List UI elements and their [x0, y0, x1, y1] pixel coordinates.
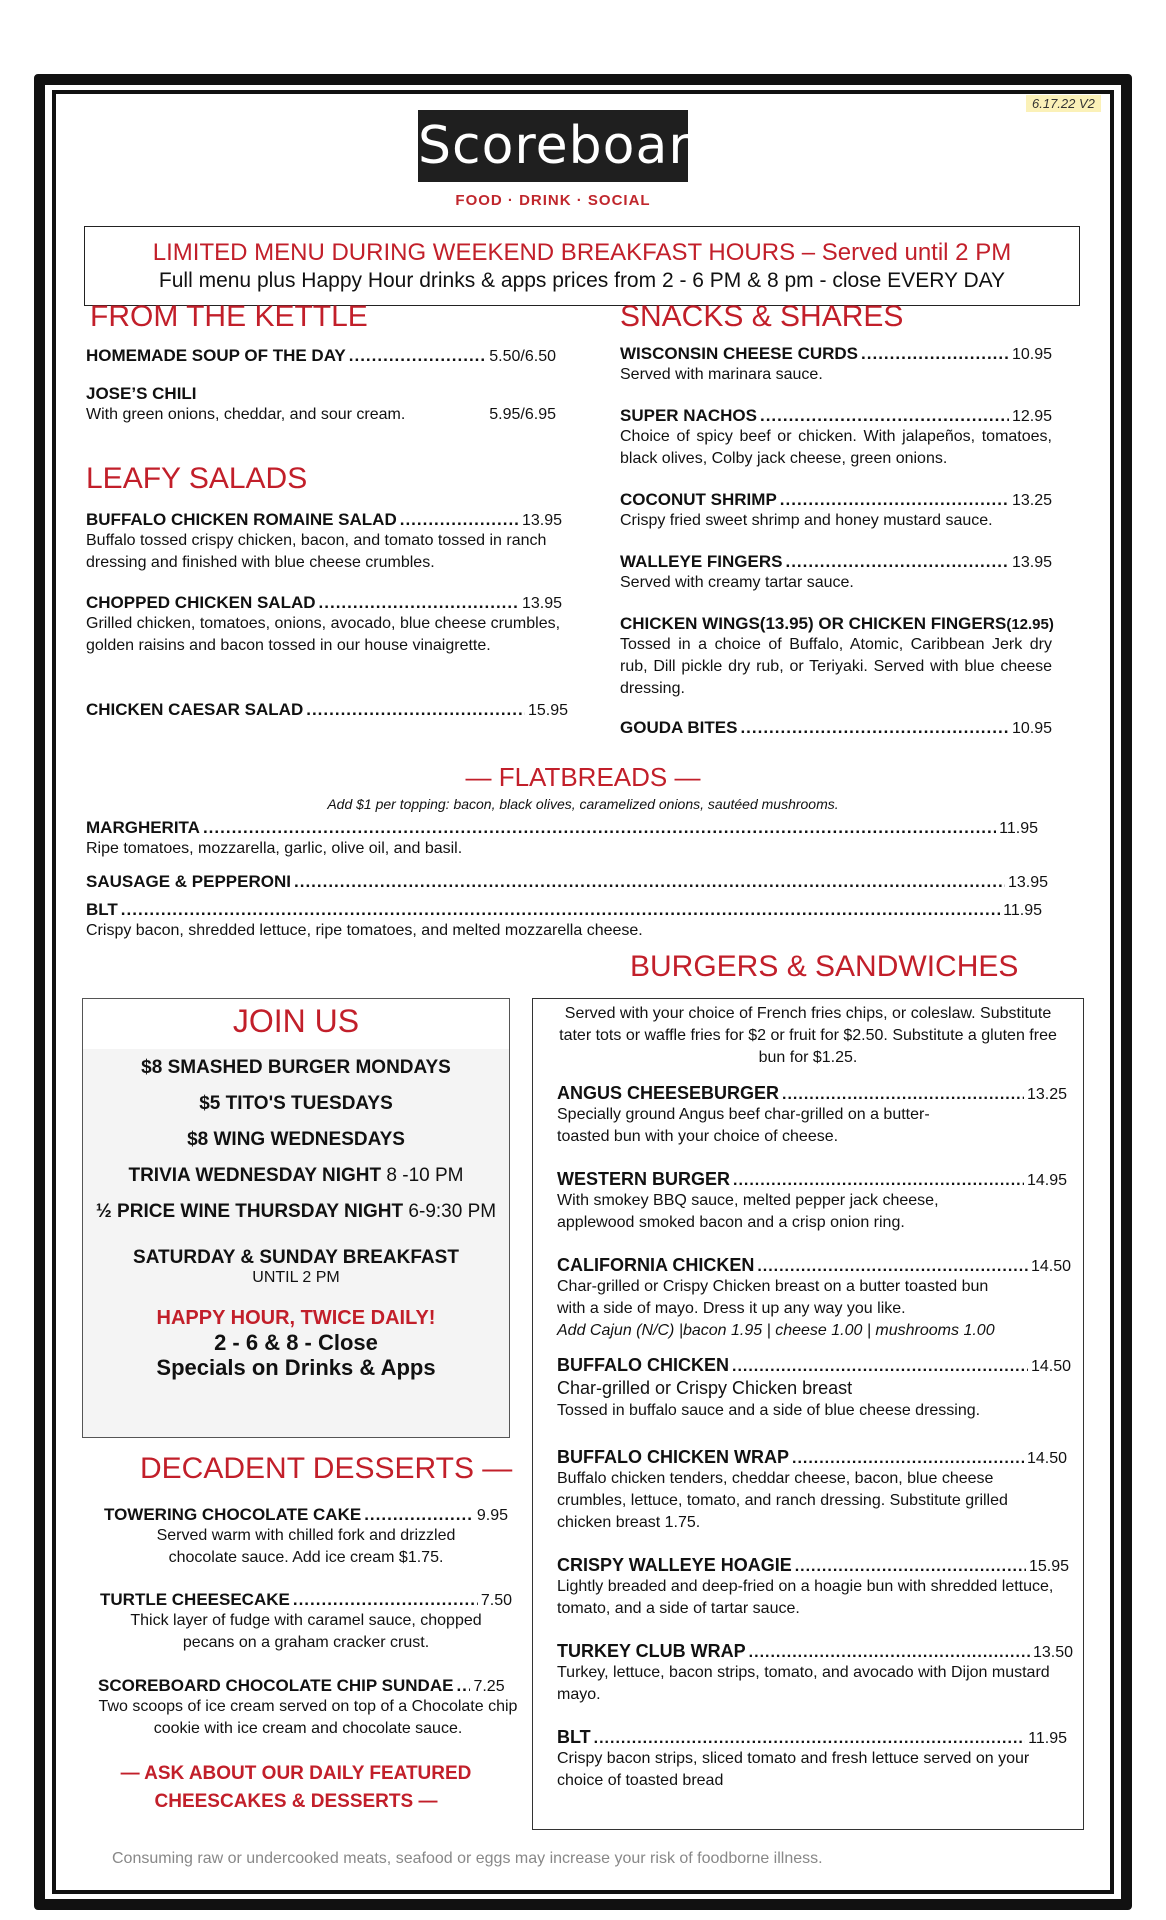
menu-item	[86, 346, 556, 366]
item-name: BLT	[557, 1727, 591, 1747]
menu-item	[557, 1555, 1069, 1620]
item-name: CRISPY WALLEYE HOAGIE	[557, 1555, 792, 1575]
dessert-ask	[82, 1760, 510, 1816]
version-label: 6.17.22 V2	[1026, 95, 1101, 112]
item-desc: Lightly breaded and deep-fried on a hoagie bun with shredded lettuce, tomato, and a side of tartar sauce.	[557, 1578, 1054, 1617]
item-extras: Add Cajun (N/C) |bacon 1.95 | cheese 1.00 | mushrooms 1.00	[557, 1322, 995, 1339]
item-price: 15.95	[527, 702, 568, 719]
item-price: 13.50	[1032, 1644, 1073, 1661]
item-name: CALIFORNIA CHICKEN	[557, 1255, 755, 1275]
item-desc: Served with creamy tartar sauce.	[620, 574, 854, 591]
menu-item	[104, 1505, 508, 1569]
item-name: BUFFALO CHICKEN WRAP	[557, 1447, 789, 1467]
item-desc: Specially ground Angus beef char-grilled on a butter-toasted bun with your choice of cheese.	[557, 1106, 930, 1145]
menu-item	[620, 614, 1070, 700]
desserts-heading: DECADENT DESSERTS —	[140, 1452, 513, 1485]
item-desc: Crispy bacon, shredded lettuce, ripe tomatoes, and melted mozzarella cheese.	[86, 922, 643, 939]
menu-item	[86, 510, 562, 574]
item-desc: Tossed in a choice of Buffalo, Atomic, Caribbean Jerk dry rub, Dill pickle dry rub, or Teriyaki. Served with blue cheese dressing.	[620, 636, 1052, 697]
menu-item	[557, 1641, 1073, 1706]
item-name: BLT	[86, 900, 118, 919]
item-name: CHICKEN CAESAR SALAD	[86, 700, 304, 719]
menu-item	[557, 1169, 1067, 1234]
item-price: 13.95	[521, 595, 562, 612]
item-name: ANGUS CHEESEBURGER	[557, 1083, 780, 1103]
promo-bold: TRIVIA WEDNESDAY NIGHT	[128, 1165, 382, 1186]
item-name: WESTERN BURGER	[557, 1169, 731, 1189]
food-safety-disclaimer: Consuming raw or undercooked meats, seafood or eggs may increase your risk of foodborne illness.	[112, 1850, 823, 1867]
item-price: 13.95	[1007, 874, 1048, 891]
menu-item	[557, 1255, 1071, 1342]
item-price: 14.50	[1026, 1450, 1067, 1467]
item-price: 9.95	[476, 1507, 508, 1524]
item-price: 7.25	[473, 1678, 505, 1695]
menu-item	[100, 1590, 512, 1654]
item-name: BUFFALO CHICKEN	[557, 1355, 729, 1375]
menu-item	[620, 718, 1052, 738]
menu-item	[86, 593, 562, 657]
promo-line	[83, 1057, 509, 1079]
burgers-box	[532, 998, 1084, 1830]
item-price: 5.50/6.50	[489, 348, 556, 365]
menu-item	[86, 700, 568, 720]
item-desc: Char-grilled or Crispy Chicken breast on a butter toasted bun with a side of mayo. Dress it up any way you like.	[557, 1278, 989, 1317]
item-price: 5.95/6.95	[489, 406, 556, 423]
item-price: 12.95	[1011, 408, 1052, 425]
tagline: FOOD · DRINK · SOCIAL	[455, 192, 651, 209]
item-price: 13.25	[1026, 1086, 1067, 1103]
burgers-intro: Served with your choice of French fries chips, or coleslaw. Substitute tater tots or waffle fries for $2 or fruit for $2.50. Substitute a gluten free bun for $1.25.	[559, 1005, 1057, 1066]
item-name: WISCONSIN CHEESE CURDS	[620, 344, 859, 363]
item-name: BUFFALO CHICKEN ROMAINE SALAD	[86, 510, 397, 529]
promo-line	[83, 1129, 509, 1151]
promo-line	[83, 1165, 509, 1187]
item-price: 15.95	[1028, 1558, 1069, 1575]
item-desc: Thick layer of fudge with caramel sauce, chopped pecans on a graham cracker crust.	[130, 1612, 482, 1651]
item-price: 7.50	[480, 1592, 512, 1609]
item-desc: Buffalo tossed crispy chicken, bacon, and tomato tossed in ranch dressing and finished with blue cheese crumbles.	[86, 532, 547, 571]
item-name: GOUDA BITES	[620, 718, 738, 737]
item-price: 13.25	[1011, 492, 1052, 509]
menu-item	[86, 872, 1048, 892]
happy-hour-times: 2 - 6 & 8 - Close	[214, 1330, 378, 1355]
happy-hour-specials: Specials on Drinks & Apps	[156, 1355, 436, 1380]
item-price: 10.95	[1011, 720, 1052, 737]
dessert-ask-line-2: CHEESCAKES & DESSERTS —	[154, 1791, 438, 1812]
item-desc: Choice of spicy beef or chicken. With jalapeños, tomatoes, black olives, Colby jack cheese, green onions.	[620, 428, 1052, 467]
item-desc: Two scoops of ice cream served on top of a Chocolate chip cookie with ice cream and chocolate sauce.	[98, 1698, 518, 1737]
item-price: 14.95	[1026, 1172, 1067, 1189]
notice-line-1: LIMITED MENU DURING WEEKEND BREAKFAST HOURS – Served until 2 PM	[152, 239, 1012, 266]
item-desc: With smokey BBQ sauce, melted pepper jack cheese, applewood smoked bacon and a crisp onion ring.	[557, 1192, 939, 1231]
dessert-ask-line-1: — ASK ABOUT OUR DAILY FEATURED	[120, 1763, 472, 1784]
flatbreads-note: Add $1 per topping: bacon, black olives, caramelized onions, sautéed mushrooms.	[327, 796, 839, 812]
item-name: WALLEYE FINGERS	[620, 552, 783, 571]
menu-item	[98, 1676, 518, 1740]
item-desc: Crispy bacon strips, sliced tomato and fresh lettuce served on your choice of toasted bread	[557, 1750, 1030, 1789]
happy-hour-title: HAPPY HOUR, TWICE DAILY!	[156, 1307, 436, 1329]
item-name: TOWERING CHOCOLATE CAKE	[104, 1505, 362, 1524]
item-desc: Buffalo chicken tenders, cheddar cheese, bacon, blue cheese crumbles, lettuce, tomato, and ranch dressing. Substitute grilled chicken breast 1.75.	[557, 1470, 1008, 1531]
logo: Scoreboard	[418, 110, 688, 182]
promo-line	[83, 1093, 509, 1115]
promo-bold: $5 TITO'S TUESDAYS	[199, 1093, 393, 1114]
item-desc: Grilled chicken, tomatoes, onions, avocado, blue cheese crumbles, golden raisins and bacon tossed in our house vinaigrette.	[86, 615, 561, 654]
item-desc: Ripe tomatoes, mozzarella, garlic, olive oil, and basil.	[86, 840, 463, 857]
item-price: 11.95	[1003, 902, 1042, 919]
menu-item	[557, 1083, 1067, 1148]
item-desc: Crispy fried sweet shrimp and honey mustard sauce.	[620, 512, 993, 529]
menu-item	[620, 406, 1052, 470]
menu-item	[86, 818, 1038, 860]
menu-item	[620, 490, 1052, 532]
item-name: CHOPPED CHICKEN SALAD	[86, 593, 316, 612]
item-name: HOMEMADE SOUP OF THE DAY	[86, 346, 346, 365]
item-desc: Served with marinara sauce.	[620, 366, 823, 383]
promo-time: 6-9:30 PM	[403, 1201, 497, 1222]
item-price: 13.95	[521, 512, 562, 529]
item-desc: Served warm with chilled fork and drizzled chocolate sauce. Add ice cream $1.75.	[156, 1527, 456, 1566]
menu-item	[557, 1355, 1071, 1422]
item-desc: Turkey, lettuce, bacon strips, tomato, and avocado with Dijon mustard mayo.	[557, 1664, 1050, 1703]
menu-item	[86, 384, 556, 426]
item-desc: Tossed in buffalo sauce and a side of blue cheese dressing.	[557, 1402, 981, 1419]
item-name: MARGHERITA	[86, 818, 200, 837]
item-name: SAUSAGE & PEPPERONI	[86, 872, 291, 891]
notice-line-2: Full menu plus Happy Hour drinks & apps prices from 2 - 6 PM & 8 pm - close EVERY DAY	[158, 269, 1006, 292]
join-us-box	[82, 998, 510, 1438]
item-price: 11.95	[1028, 1730, 1067, 1747]
menu-item	[557, 1447, 1067, 1534]
promo-bold: $8 SMASHED BURGER MONDAYS	[141, 1057, 451, 1078]
join-heading: JOIN US	[83, 999, 509, 1049]
menu-item	[557, 1727, 1067, 1792]
menu-item	[86, 900, 1042, 942]
item-desc: With green onions, cheddar, and sour cream.	[86, 406, 406, 423]
item-price: 14.50	[1030, 1258, 1071, 1275]
promo-bold: $8 WING WEDNESDAYS	[187, 1129, 405, 1150]
item-subtitle: Char-grilled or Crispy Chicken breast	[557, 1378, 853, 1398]
item-price: 14.50	[1030, 1358, 1071, 1375]
snacks-heading: SNACKS & SHARES	[620, 300, 904, 333]
menu-item	[620, 552, 1052, 594]
item-name: COCONUT SHRIMP	[620, 490, 777, 509]
item-name: SUPER NACHOS	[620, 406, 757, 425]
menu-item	[620, 344, 1052, 386]
item-price: 13.95	[1011, 554, 1052, 571]
breakfast-line: SATURDAY & SUNDAY BREAKFAST	[133, 1247, 459, 1268]
burgers-heading: BURGERS & SANDWICHES	[630, 950, 1019, 983]
promo-time: 8 -10 PM	[381, 1165, 464, 1186]
item-name: CHICKEN WINGS(13.95) OR CHICKEN FINGERS	[620, 614, 1007, 633]
promo-bold: ½ PRICE WINE THURSDAY NIGHT	[95, 1201, 404, 1222]
item-price: 11.95	[999, 820, 1038, 837]
kettle-heading: FROM THE KETTLE	[90, 300, 368, 333]
item-name: JOSE’S CHILI	[86, 384, 197, 403]
salads-heading: LEAFY SALADS	[86, 462, 308, 495]
item-name: TURTLE CHEESECAKE	[100, 1590, 290, 1609]
promo-line	[83, 1201, 509, 1223]
item-price: (12.95)	[1006, 616, 1054, 633]
flatbreads-heading: — FLATBREADS —	[465, 762, 701, 792]
item-name: SCOREBOARD CHOCOLATE CHIP SUNDAE	[98, 1676, 454, 1695]
item-price: 10.95	[1011, 346, 1052, 363]
breakfast-sub: UNTIL 2 PM	[252, 1269, 340, 1286]
hours-notice	[84, 226, 1080, 306]
item-name: TURKEY CLUB WRAP	[557, 1641, 746, 1661]
